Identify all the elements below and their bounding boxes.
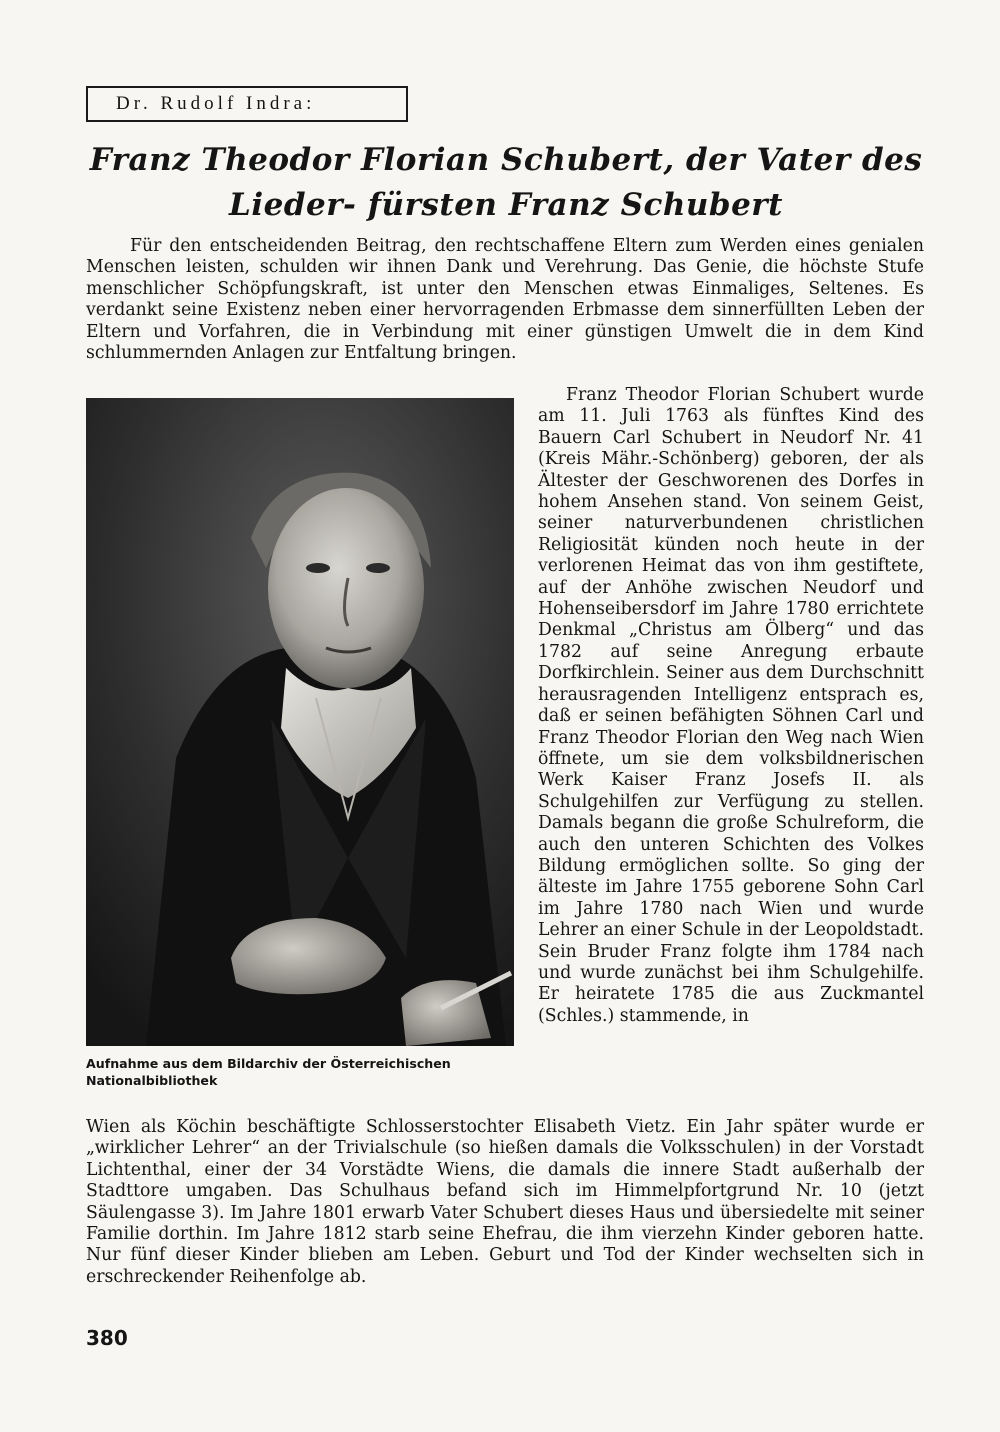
portrait-illustration [86, 398, 514, 1046]
page-number: 380 [86, 1326, 128, 1350]
photo-caption: Aufnahme aus dem Bildarchiv der Österreichischen Nationalbibliothek [86, 1056, 451, 1088]
intro-paragraph: Für den entscheidenden Beitrag, den rechtschaffene Eltern zum Werden eines genialen Menschen leisten, schulden wir ihnen Dank und Verehrung. Das Genie, die höchste Stufe menschlicher Schöpfungskraft, ist unter den Menschen etwas Einmaliges, Seltenes. Es verdankt seine Existenz neben einer hervorragenden Erbmasse dem sinnerfüllten Leben der Eltern und Vorfahren, die in Verbindung mit einer günstigen Umwelt die in dem Kind schlummernden Anlagen zur Entfaltung bringen. [86, 236, 924, 364]
author-byline: Dr. Rudolf Indra: [86, 86, 408, 122]
column-paragraph: Franz Theodor Florian Schubert wurde am 11. Juli 1763 als fünftes Kind des Bauern Carl Schubert in Neudorf Nr. 41 (Kreis Mähr.-Schönberg) geboren, der als Ältester der Geschworenen des Dorfes in hohem Ansehen stand. Von seinem Geist, seiner naturverbundenen christlichen Religiosität künden noch heute in der verlorenen Heimat das von ihm gestiftete, auf der Anhöhe zwischen Neudorf und Hohenseibersdorf im Jahre 1780 errichtete Denkmal „Christus am Ölberg“ und das 1782 auf seine Anregung erbaute Dorfkirchlein. Seiner aus dem Durchschnitt herausragenden Intelligenz entsprach es, daß er seinen befähigten Söhnen Carl und Franz Theodor Florian den Weg nach Wien öffnete, um sie dem volksbildnerischen Werk Kaiser Franz Josefs II. als Schulgehilfen zur Verfügung zu stellen. Damals begann die große Schulreform, die auch den unteren Schichten des Volkes Bildung ermöglichen sollte. So ging der älteste im Jahre 1755 geborene Sohn Carl im Jahre 1780 nach Wien und wurde Lehrer an einer Schule in der Leopoldstadt. Sein Bruder Franz folgte ihm 1784 nach und wurde zunächst bei ihm Schulgehilfe. Er heiratete 1785 die aus Zuckmantel (Schles.) stammende, in [538, 385, 924, 1026]
portrait-photo [86, 398, 514, 1046]
continued-paragraph: Wien als Köchin beschäftigte Schlosserstochter Elisabeth Vietz. Ein Jahr später wurde er „wirklicher Lehrer“ an der Trivialschule (so hießen damals die Volksschulen) in der Vorstadt Lichtenthal, einer der 34 Vorstädte Wiens, die damals die innere Stadt außerhalb der Stadttore umgaben. Das Schulhaus befand sich im Himmelpfortgrund Nr. 10 (jetzt Säulengasse 3). Im Jahre 1801 erwarb Vater Schubert dieses Haus und übersiedelte mit seiner Familie dorthin. Im Jahre 1812 starb seine Ehefrau, die ihm vierzehn Kinder geboren hatte. Nur fünf dieser Kinder blieben am Leben. Geburt und Tod der Kinder wechselten sich in erschreckender Reihenfolge ab. [86, 1117, 924, 1287]
article-title: Franz Theodor Florian Schubert, der Vater des Lieder- fürsten Franz Schubert [89, 142, 923, 223]
